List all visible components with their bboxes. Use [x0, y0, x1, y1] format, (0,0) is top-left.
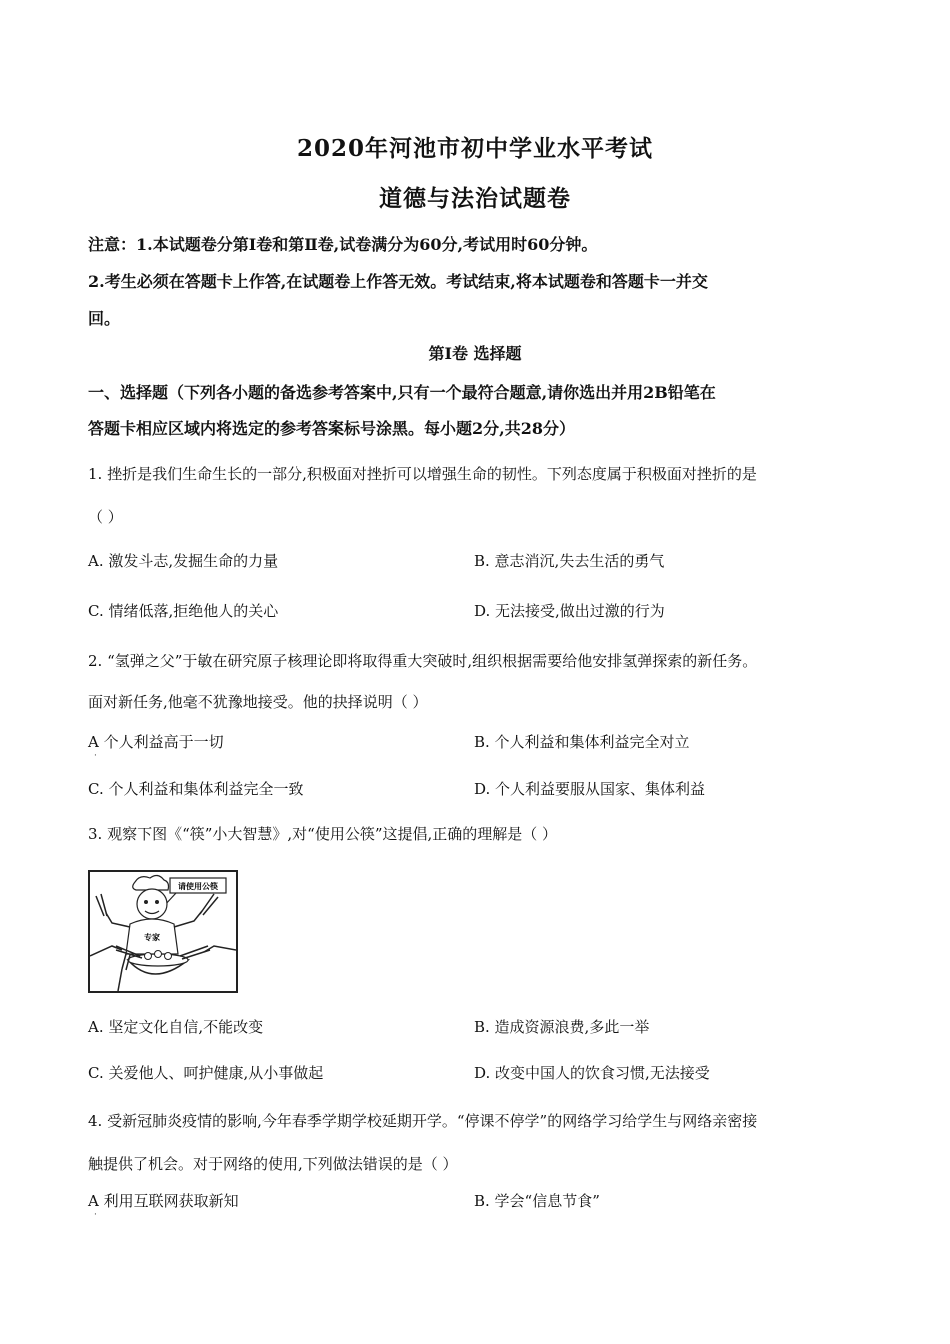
exam-title: 2020年河池市初中学业水平考试 — [296, 135, 653, 162]
question-3-option-c: C. 关爱他人、呵护健康,从小事做起 — [88, 1064, 324, 1082]
chopsticks-cartoon-image — [88, 870, 238, 993]
question-3-stem-line-1: 3. 观察下图《“筷”小大智慧》,对“使用公筷”这提倡,正确的理解是（ ） — [88, 825, 558, 843]
question-1-option-b: B. 意志消沉,失去生活的勇气 — [474, 552, 665, 570]
section-title: 第Ⅰ卷 选择题 — [428, 344, 522, 363]
paper-title: 道德与法治试题卷 — [379, 185, 571, 212]
scan-tick-mark: · — [94, 1210, 97, 1220]
question-3-option-d: D. 改变中国人的饮食习惯,无法接受 — [474, 1064, 710, 1082]
question-2-option-a: A 个人利益高于一切 — [88, 733, 224, 751]
question-3-option-a: A. 坚定文化自信,不能改变 — [88, 1018, 264, 1036]
question-1-option-c: C. 情绪低落,拒绝他人的关心 — [88, 602, 279, 620]
notice-line-3: 回。 — [88, 309, 121, 328]
section-instruction-line-2: 答题卡相应区域内将选定的参考答案标号涂黑。每小题2分,共28分） — [88, 419, 575, 438]
question-2-stem-line-2: 面对新任务,他毫不犹豫地接受。他的抉择说明（ ） — [88, 693, 428, 711]
chef-hat — [133, 875, 169, 890]
question-1-option-a: A. 激发斗志,发掘生命的力量 — [88, 552, 279, 570]
expert-badge: 专家 — [144, 933, 160, 942]
question-4-stem-line-1: 4. 受新冠肺炎疫情的影响,今年春季学期学校延期开学。“停课不停学”的网络学习给学生与网络亲密接 — [88, 1112, 758, 1130]
scan-tick-mark: · — [94, 751, 97, 761]
question-2-option-b: B. 个人利益和集体利益完全对立 — [474, 733, 690, 751]
question-2-option-d: D. 个人利益要服从国家、集体利益 — [474, 780, 706, 798]
question-1-stem-line-1: 1. 挫折是我们生命生长的一部分,积极面对挫折可以增强生命的韧性。下列态度属于积极面对挫折的是 — [88, 465, 757, 483]
section-instruction-line-1: 一、选择题（下列各小题的备选参考答案中,只有一个最符合题意,请你选出并用2B铅笔在 — [88, 383, 716, 402]
question-2-stem-line-1: 2. “氢弹之父”于敏在研究原子核理论即将取得重大突破时,组织根据需要给他安排氢弹探索的新任务。 — [88, 652, 758, 670]
question-4-option-b: B. 学会“信息节食” — [474, 1192, 600, 1210]
cartoon-drawing — [90, 872, 236, 991]
question-1-option-d: D. 无法接受,做出过激的行为 — [474, 602, 665, 620]
question-4-stem-line-2: 触提供了机会。对于网络的使用,下列做法错误的是（ ） — [88, 1155, 458, 1173]
notice-line-1: 注意：1.本试题卷分第Ⅰ卷和第Ⅱ卷,试卷满分为60分,考试用时60分钟。 — [88, 235, 598, 254]
question-2-option-c: C. 个人利益和集体利益完全一致 — [88, 780, 304, 798]
notice-line-2: 2.考生必须在答题卡上作答,在试题卷上作答无效。考试结束,将本试题卷和答题卡一并交 — [88, 272, 708, 291]
expert-head — [137, 889, 167, 919]
question-1-stem-line-2: （ ） — [88, 508, 123, 526]
question-3-option-b: B. 造成资源浪费,多此一举 — [474, 1018, 650, 1036]
question-4-option-a: A 利用互联网获取新知 — [88, 1192, 239, 1210]
sign-text: 请使用公筷 — [178, 882, 218, 891]
